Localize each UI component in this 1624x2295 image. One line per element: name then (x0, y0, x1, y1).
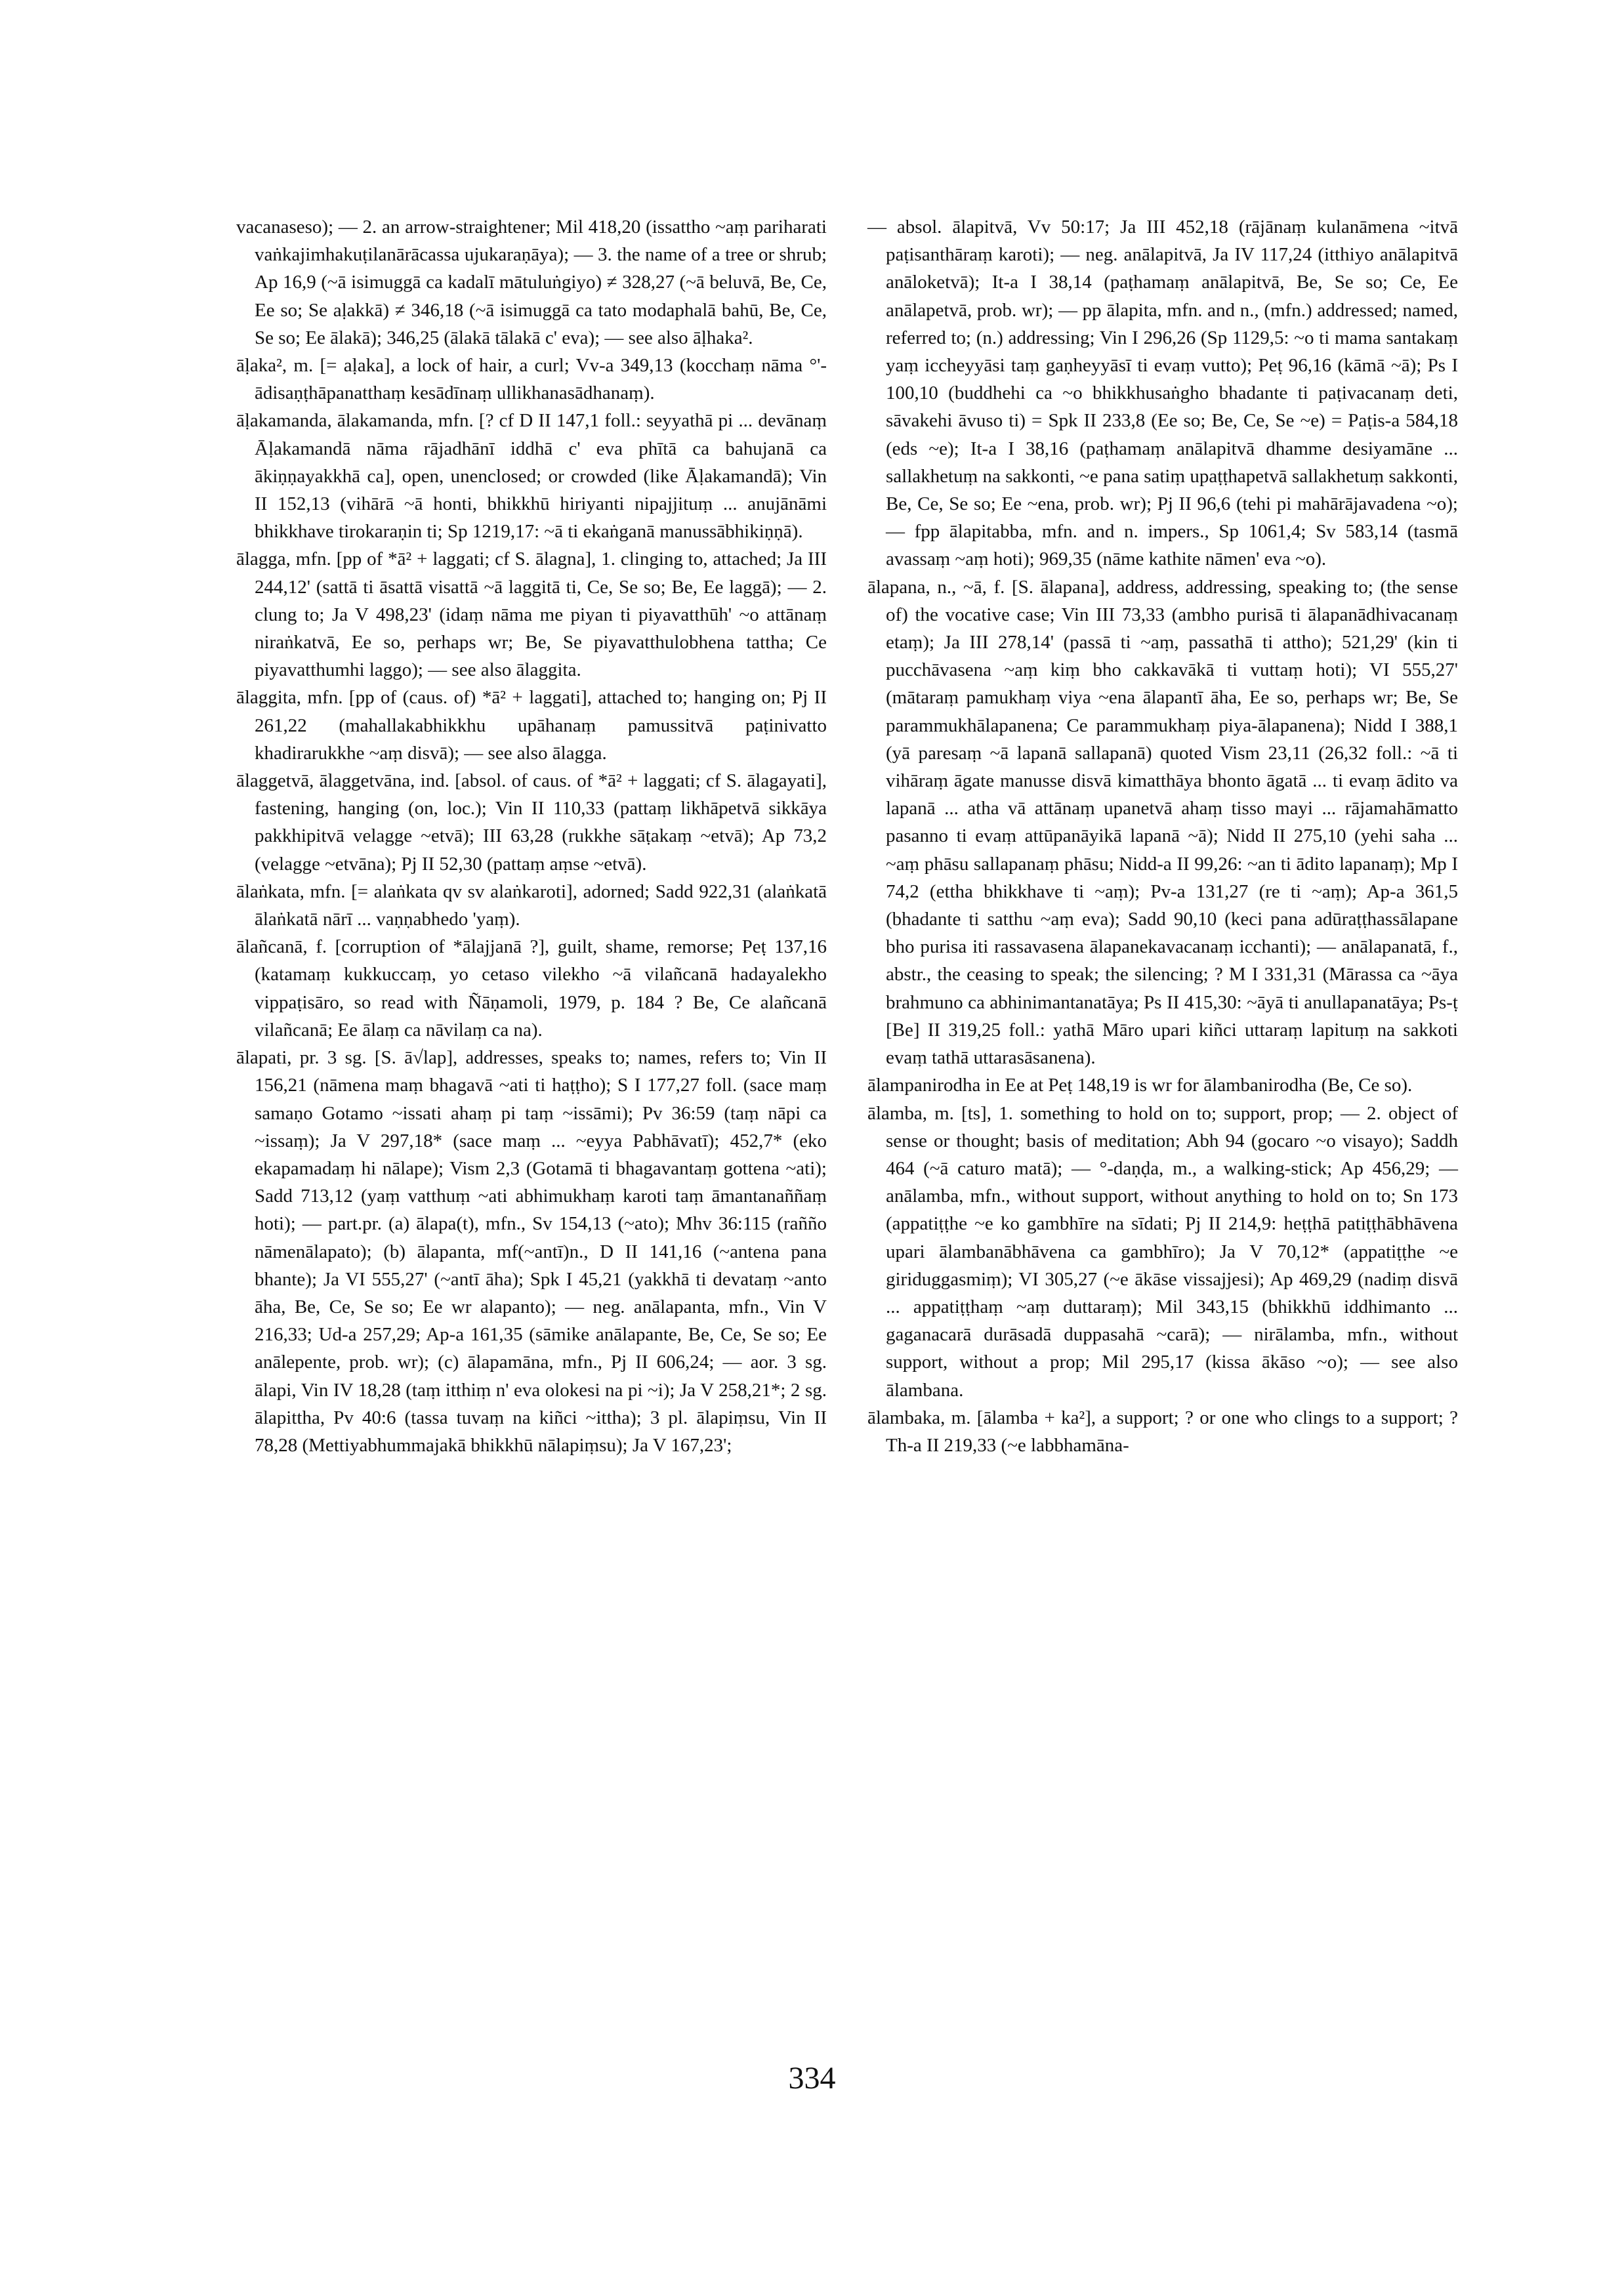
page-number: 334 (788, 2061, 836, 2096)
entry-alapana: ālapana, n., ~ā, f. [S. ālapana], address, addressing, speaking to; (the sense of) the vocative case; Vin III 73,33 (ambho purisā ti ālapanādhivacanaṃ etaṃ); Ja III 278,14' (passā ti ~aṃ, passathā ti attho); 521,29' (kin ti pucchāvasena ~aṃ kiṃ bho cakkavākā ti vuttaṃ hoti); VI 555,27' (mātaraṃ pamukhaṃ viya ~ena ālapantī āha, Ee so, perhaps wr; Be, Se parammukhālapanena; Ce parammukhaṃ piya-ālapanena); Nidd I 388,1 (yā paresaṃ ~ā lapanā sallapanā) quoted Vism 23,11 (26,32 foll.: ~ā ti vihāraṃ āgate manusse disvā kimatthāya bhonto āgatā ... ti evaṃ ādito va lapanā ... atha vā attānaṃ upanetvā ahaṃ tisso mayi ... rājamahāmatto pasanno ti evaṃ attūpanāyikā lapanā ~ā); Nidd II 275,10 (yehi saha ... ~aṃ phāsu sallapanaṃ phāsu; Nidd-a II 99,26: ~an ti ādito lapanaṃ); Mp I 74,2 (ettha bhikkhave ti ~aṃ); Pv-a 131,27 (re ti ~aṃ); Ap-a 361,5 (bhadante ti satthu ~aṃ eva); Sadd 90,10 (keci pana adūraṭṭhassālapane bho purisa iti rassavasena ālapanekavacanaṃ icchanti); — anālapanatā, f., abstr., the ceasing to speak; the silencing; ? M I 331,31 (Mārassa ca ~āya brahmuno ca abhinimantanatāya; Ps II 415,30: ~āyā ti anullapanatāya; Ps-ṭ [Be] II 319,25 foll.: yathā Māro upari kiñci uttaraṃ lapituṃ na sakkoti evaṃ tathā uttarasāsanena). (867, 576, 1458, 1069)
entry-alamba: ālamba, m. [ts], 1. something to hold on to; support, prop; — 2. object of sense or thought; basis of meditation; Abh 94 (gocaro ~o visayo); Saddh 464 (~ā caturo matā); — °-daṇḍa, m., a walking-stick; Ap 456,29; — anālamba, mfn., without support, without anything to hold on to; Sn 173 (appatiṭṭhe ~e ko gambhīre na sīdati; Pj II 214,9: heṭṭhā patiṭṭhābhāvena upari ālambanābhāvena ca gambhīro); Ja V 70,12* (appatiṭṭhe ~e giriduggasmiṃ); VI 305,27 (~e ākāse vissajjesi); Ap 469,29 (nadiṃ disvā ... appatiṭṭhaṃ ~aṃ duttaraṃ); Mil 343,15 (bhikkhū iddhimanto ... gaganacarā durāsadā duppasahā ~carā); — nirālamba, mfn., without support, without a prop; Mil 295,17 (kissa ākāso ~o); — see also ālambana. (867, 1102, 1458, 1401)
entry-alancana: ālañcanā, f. [corruption of *ālajjanā ?], guilt, shame, remorse; Peṭ 137,16 (katamaṃ kukkuccaṃ, yo cetaso vilekho ~ā vilañcanā hadayalekho vippaṭisāro, so read with Ñāṇamoli, 1979, p. 184 ? Be, Ce alañcanā vilañcanā; Ee ālaṃ ca nāvilaṃ ca na). (236, 936, 827, 1041)
entry-alagga: ālagga, mfn. [pp of *ā² + laggati; cf S. ālagna], 1. clinging to, attached; Ja III 244,12' (sattā ti āsattā visattā ~ā laggitā ti, Ce, Se so; Be, Ee laggā); — 2. clung to; Ja V 498,23' (idaṃ nāma me piyan ti piyavatthūh' ~o attānaṃ niraṅkatvā, Ee so, perhaps wr; Be, Se piyavatthulobhena tattha; Ce piyavatthumhi laggo); — see also ālaggita. (236, 548, 827, 681)
right-column (867, 213, 1458, 1459)
entry-alakamanda: āḷakamanda, ālakamanda, mfn. [? cf D II 147,1 foll.: seyyathā pi ... devānaṃ Āḷakamandā nāma rājadhānī iddhā c' eva phītā ca bahujanā ca ākiṇṇayakkhā ca], open, unenclosed; or crowded (like Āḷakamandā); Vin II 152,13 (vihārā ~ā honti, bhikkhū hiriyanti nipajjituṃ ... anujānāmi bhikkhave tirokaraṇin ti; Sp 1219,17: ~ā ti ekaṅganā manussābhikiṇṇā). (236, 410, 827, 543)
entry-continuation: vacanaseso); — 2. an arrow-straightener; Mil 418,20 (issattho ~aṃ pariharati vaṅkajimhakuṭilanārācassa ujukaraṇāya); — 3. the name of a tree or shrub; Ap 16,9 (~ā isimuggā ca kadalī mātuluṅgiyo) ≠ 328,27 (~ā beluvā, Be, Ce, Ee so; Se aḷakkā) ≠ 346,18 (~ā isimuggā ca tato modaphalā bahū, Be, Ce, Se so; Ee ālakā); 346,25 (ālakā tālakā c' eva); — see also āḷhaka². (236, 217, 827, 348)
entry-alaggita: ālaggita, mfn. [pp of (caus. of) *ā² + laggati], attached to; hanging on; Pj II 261,22 (mahallakabhikkhu upāhanaṃ pamussitvā paṭinivatto khadirarukkhe ~aṃ disvā); — see also ālagga. (236, 687, 827, 764)
entry-alambaka: ālambaka, m. [ālamba + ka²], a support; ? or one who clings to a support; ? Th-a II 219,33 (~e labbhamāna- (867, 1407, 1458, 1456)
entry-alaka2: āḷaka², m. [= aḷaka], a lock of hair, a curl; Vv-a 349,13 (kocchaṃ nāma °'-ādisaṇṭhāpanatthaṃ kesādīnaṃ ullikhanasādhanaṃ). (236, 355, 827, 404)
entry-alaggetva: ālaggetvā, ālaggetvāna, ind. [absol. of caus. of *ā² + laggati; cf S. ālagayati], fastening, hanging (on, loc.); Vin II 110,33 (pattaṃ likhāpetvā sikkāya pakkhipitvā velagge ~etvā); III 63,28 (rukkhe sāṭakaṃ ~etvā); Ap 73,2 (velagge ~etvāna); Pj II 52,30 (pattaṃ aṃse ~etvā). (236, 770, 827, 875)
entry-alapati: ālapati, pr. 3 sg. [S. ā√lap], addresses, speaks to; names, refers to; Vin II 156,21 (nāmena maṃ bhagavā ~ati ti haṭṭho); S I 177,27 foll. (sace maṃ samaṇo Gotamo ~issati ahaṃ pi taṃ ~issāmi); Pv 36:59 (taṃ nāpi ca ~issaṃ); Ja V 297,18* (sace maṃ ... ~eyya Pabhāvatī); 452,7* (eko ekapamadaṃ hi nālape); Vism 2,3 (Gotamā ti bhagavantaṃ gottena ~ati); Sadd 713,12 (yaṃ vatthuṃ ~ati abhimukhaṃ karoti taṃ āmantanaññaṃ hoti); — part.pr. (a) ālapa(t), mfn., Sv 154,13 (~ato); Mhv 36:115 (rañño nāmenālapato); (b) ālapanta, mf(~antī)n., D II 141,16 (~antena pana bhante); Ja VI 555,27' (~antī āha); Spk I 45,21 (yakkhā ti devataṃ ~anto āha, Be, Ce, Se so; Ee wr alapanto); — neg. anālapanta, mfn., Vin V 216,33; Ud-a 257,29; Ap-a 161,35 (sāmike anālapante, Be, Ce, Se so; Ee anālepente, prob. wr); (c) ālapamāna, mfn., Pj II 606,24; — aor. 3 sg. ālapi, Vin IV 18,28 (taṃ itthiṃ n' eva olokesi na pi ~i); Ja V 258,21*; 2 sg. ālapittha, Pv 40:6 (tassa tuvaṃ na kiñci ~ittha); 3 pl. ālapiṃsu, Vin II 78,28 (Mettiyabhummajakā bhikkhū nālapiṃsu); Ja V 167,23'; (236, 1047, 827, 1456)
left-column (236, 213, 827, 1459)
entry-alankata: ālaṅkata, mfn. [= alaṅkata qv sv alaṅkaroti], adorned; Sadd 922,31 (alaṅkatā ālaṅkatā nārī ... vaṇṇabhedo 'yaṃ). (236, 880, 827, 930)
entry-alapati-continued: — absol. ālapitvā, Vv 50:17; Ja III 452,18 (rājānaṃ kulanāmena ~itvā paṭisanthāraṃ karoti); — neg. anālapitvā, Ja IV 117,24 (itthiyo anālapitvā anāloketvā); It-a I 38,14 (paṭhamaṃ anālapitvā, Be, Se so; Ce, Ee anālapetvā, prob. wr); — pp ālapita, mfn. and n., (mfn.) addressed; named, referred to; (n.) addressing; Vin I 296,26 (Sp 1129,5: ~o ti mama santakaṃ yaṃ iccheyyāsi taṃ gaṇheyyāsī ti evaṃ vutto); Peṭ 96,16 (kāmā ~ā); Ps I 100,10 (buddhehi ca ~o bhikkhusaṅgho bhadante ti paṭivacanaṃ deti, sāvakehi āvuso ti) = Spk II 233,8 (Ee so; Be, Ce, Se ~e) = Paṭis-a 584,18 (eds ~e); It-a I 38,16 (paṭhamaṃ anālapitvā dhamme desiyamāne ... sallakhetuṃ na sakkonti, ~e pana satiṃ upaṭṭhapetvā sallakhetuṃ sakkonti, Be, Ce, Se so; Ee ~ena, prob. wr); Pj II 96,6 (tehi pi mahārājavadena ~o); — fpp ālapitabba, mfn. and n. impers., Sp 1061,4; Sv 583,14 (tasmā avassaṃ ~aṃ hoti); 969,35 (nāme kathite nāmen' eva ~o). (867, 217, 1458, 570)
entry-alampanirodha: ālampanirodha in Ee at Peṭ 148,19 is wr for ālambanirodha (Be, Ce so). (867, 1075, 1413, 1096)
